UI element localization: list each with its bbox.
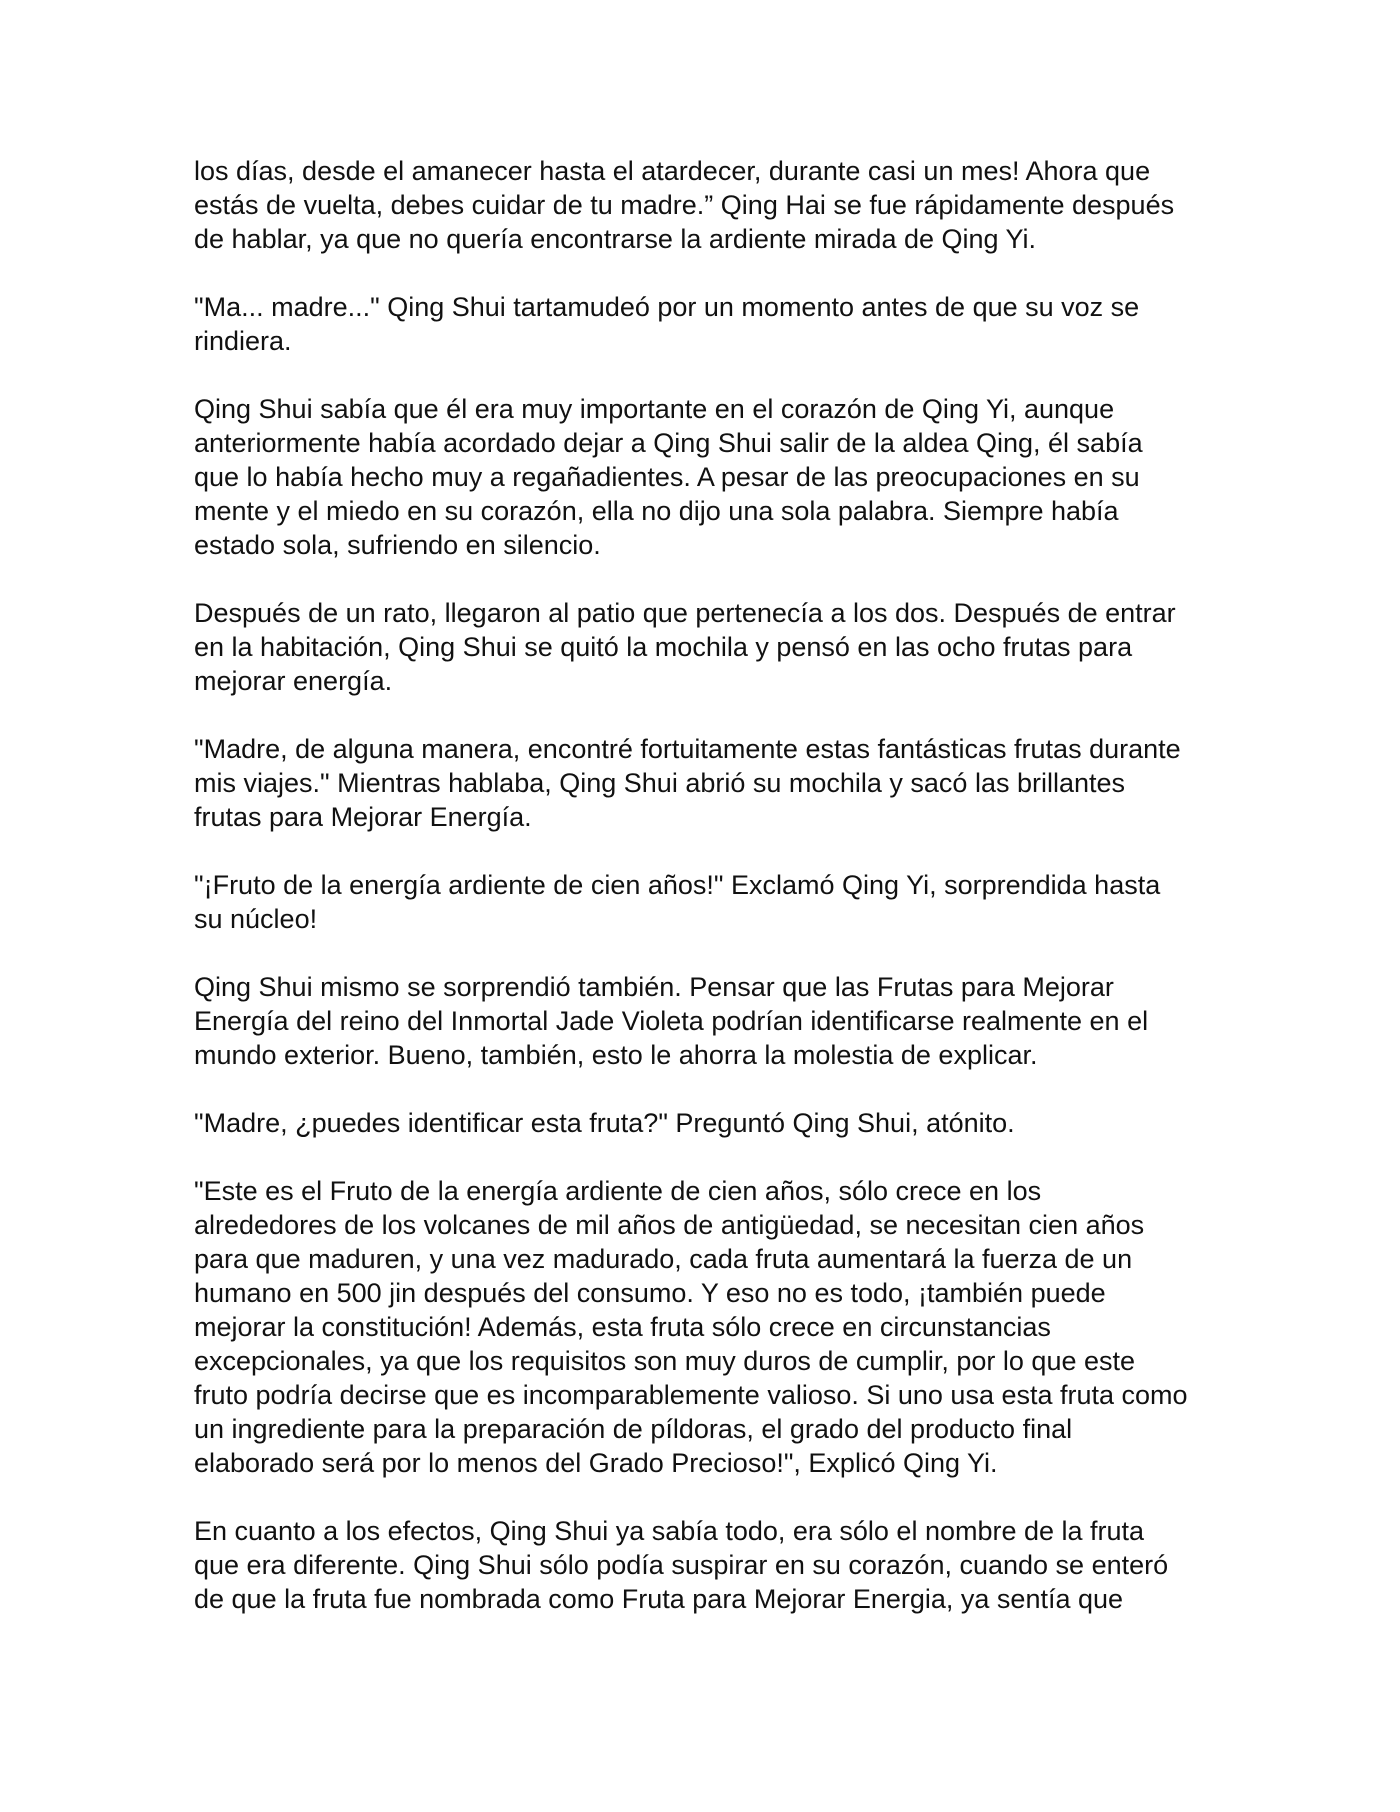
paragraph-2: "Ma... madre..." Qing Shui tartamudeó por un momento antes de que su voz se rindiera. [194,292,1140,356]
paragraph-8: "Madre, ¿puedes identificar esta fruta?" Preguntó Qing Shui, atónito. [194,1108,1015,1138]
paragraph-5: "Madre, de alguna manera, encontré fortuitamente estas fantásticas frutas durante mis viajes." Mientras hablaba, Qing Shui abrió su mochila y sacó las brillantes frutas para Mejorar Energía. [194,734,1181,832]
paragraph-4: Después de un rato, llegaron al patio que pertenecía a los dos. Después de entrar en la habitación, Qing Shui se quitó la mochila y pensó en las ocho frutas para mejorar energía. [194,598,1176,696]
paragraph-7: Qing Shui mismo se sorprendió también. Pensar que las Frutas para Mejorar Energía del reino del Inmortal Jade Violeta podrían identificarse realmente en el mundo exterior. Bueno, también, esto le ahorra la molestia de explicar. [194,972,1149,1070]
paragraph-9: "Este es el Fruto de la energía ardiente de cien años, sólo crece en los alrededores de los volcanes de mil años de antigüedad, se necesitan cien años para que maduren, y una vez madurado, cada fruta aumentará la fuerza de un humano en 500 jin después del consumo. Y eso no es todo, ¡también puede mejorar la constitución! Además, esta fruta sólo crece en circunstancias excepcionales, ya que los requisitos son muy duros de cumplir, por lo que este fruto podría decirse que es incomparablemente valioso. Si uno usa esta fruta como un ingrediente para la preparación de píldoras, el grado del producto final elaborado será por lo menos del Grado Precioso!", Explicó Qing Yi. [194,1176,1188,1478]
document-body [194,154,1224,1650]
paragraph-3: Qing Shui sabía que él era muy importante en el corazón de Qing Yi, aunque anteriormente había acordado dejar a Qing Shui salir de la aldea Qing, él sabía que lo había hecho muy a regañadientes. A pesar de las preocupaciones en su mente y el miedo en su corazón, ella no dijo una sola palabra. Siempre había estado sola, sufriendo en silencio. [194,394,1143,560]
paragraph-10: En cuanto a los efectos, Qing Shui ya sabía todo, era sólo el nombre de la fruta que era diferente. Qing Shui sólo podía suspirar en su corazón, cuando se enteró de que la fruta fue nombrada como Fruta para Mejorar Energia, ya sentía que [194,1516,1169,1614]
paragraph-1: los días, desde el amanecer hasta el atardecer, durante casi un mes! Ahora que estás de vuelta, debes cuidar de tu madre.” Qing Hai se fue rápidamente después de hablar, ya que no quería encontrarse la ardiente mirada de Qing Yi. [194,156,1175,254]
paragraph-6: "¡Fruto de la energía ardiente de cien años!" Exclamó Qing Yi, sorprendida hasta su núcleo! [194,870,1161,934]
